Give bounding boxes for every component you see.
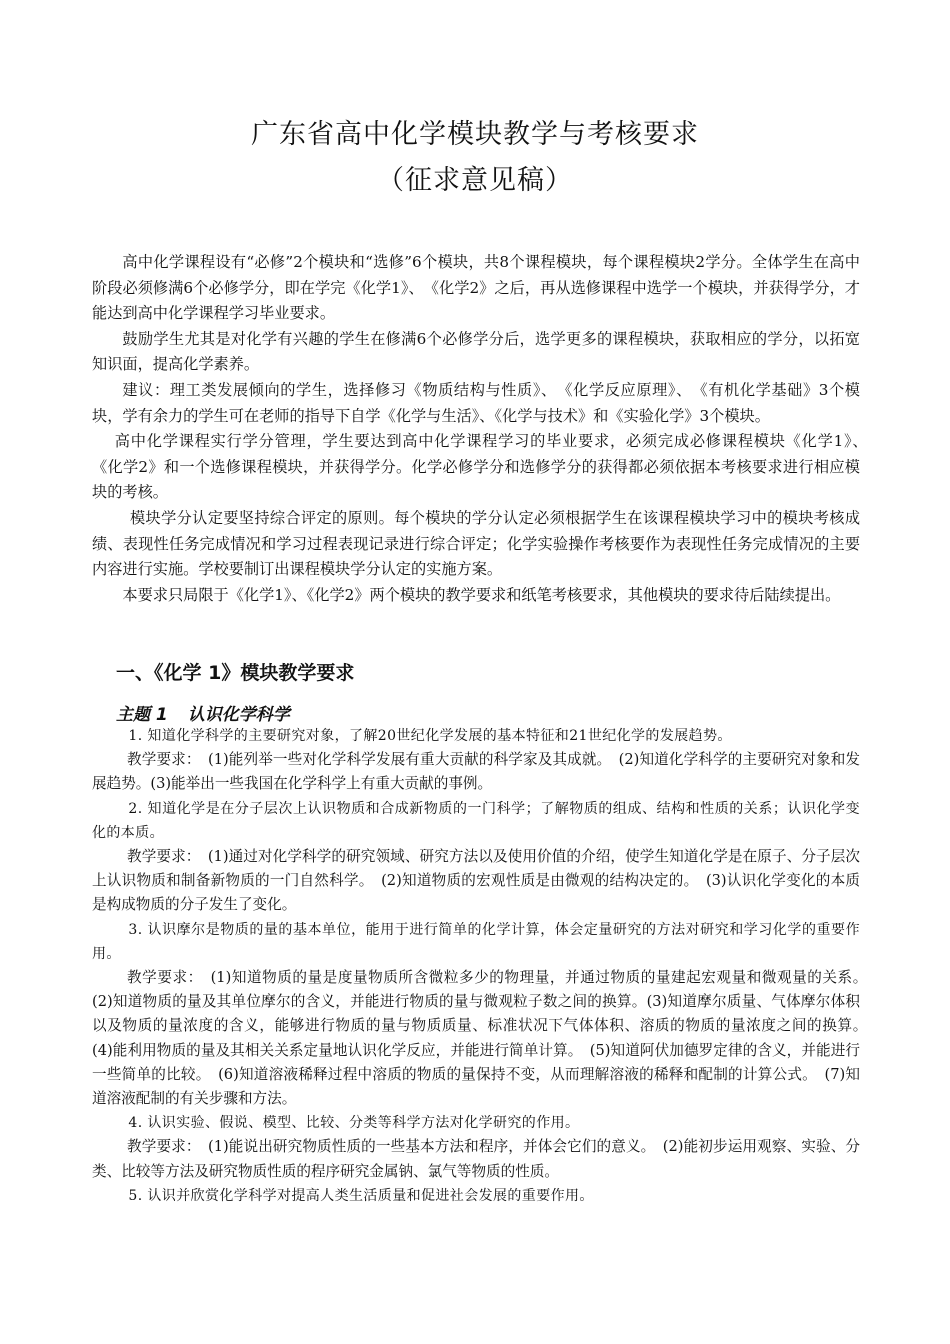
intro-paragraph: 高中化学课程实行学分管理，学生要达到高中化学课程学习的毕业要求，必须完成必修课程模块《化学1》、 《化学2》和一个选修课程模块，并获得学分。化学必修学分和选修学分的获得都必须依据本考核要求进行相应模块的考核。 bbox=[92, 432, 876, 502]
standard-item: 1. 知道化学科学的主要研究对象，了解20世纪化学发展的基本特征和21世纪化学的发展趋势。 bbox=[128, 728, 732, 744]
intro-paragraph: 建议：理工类发展倾向的学生，选择修习《物质结构与性质》、 《化学反应原理》、 《有机化学基础》3个模块，学有余力的学生可在老师的指导下自学《化学与生活》、《化学与技术》和《实验化学》3个模块。 bbox=[92, 380, 860, 425]
document-title: 广东省高中化学模块教学与考核要求 bbox=[251, 119, 699, 150]
standard-item: 3. 认识摩尔是物质的量的基本单位，能用于进行简单的化学计算，体会定量研究的方法对研究和学习化学的重要作用。 bbox=[92, 921, 860, 962]
intro-paragraph: 模块学分认定要坚持综合评定的原则。每个模块的学分认定必须根据学生在该课程模块学习中的模块考核成绩、表现性任务完成情况和学习过程表现记录进行综合评定；化学实验操作考核要作为表现性任务完成情况的主要内容进行实施。学校要制订出课程模块学分认定的实施方案。 bbox=[92, 508, 860, 579]
section-heading: 一、《化学 1》模块教学要求 bbox=[116, 662, 355, 684]
intro-paragraph: 高中化学课程设有“必修”2个模块和“选修”6个模块，共8个课程模块，每个课程模块2学分。全体学生在高中阶段必须修满6个必修学分，即在学完《化学1》、 《化学2》之后，再从选修课程中选学一个模块，并获得学分，才能达到高中化学课程学习毕业要求。 bbox=[92, 253, 860, 323]
intro-paragraph: 本要求只局限于《化学1》、《化学2》两个模块的教学要求和纸笔考核要求，其他模块的要求待后陆续提出。 bbox=[122, 585, 841, 604]
standard-item: 4. 认识实验、假说、模型、比较、分类等科学方法对化学研究的作用。 bbox=[128, 1115, 580, 1132]
teaching-requirement: 教学要求： (1)通过对化学科学的研究领域、研究方法以及使用价值的介绍，使学生知道化学是在原子、分子层次上认识物质和制备新物质的一门自然科学。 (2)知道物质的宏观性质是由微观的结构决定的。 (3)认识化学变化的本质是构成物质的分子发生了变化。 bbox=[92, 848, 860, 914]
intro-paragraph: 鼓励学生尤其是对化学有兴趣的学生在修满6个必修学分后，选学更多的课程模块，获取相应的学分，以拓宽知识面，提高化学素养。 bbox=[92, 329, 860, 374]
teaching-requirement: 教学要求： (1)能列举一些对化学科学发展有重大贡献的科学家及其成就。 (2)知道化学科学的主要研究对象和发展趋势。(3)能举出一些我国在化学科学上有重大贡献的事例。 bbox=[92, 751, 860, 793]
topic-content bbox=[92, 724, 875, 1208]
topic-title: 认识化学科学 bbox=[187, 705, 290, 725]
teaching-requirement: 教学要求： (1)知道物质的量是度量物质所含微粒多少的物理量，并通过物质的量建起宏观量和微观量的关系。 (2)知道物质的量及其单位摩尔的含义，并能进行物质的量与微观粒子数之间的换算。(3)知道摩尔质量、气体摩尔体积以及物质的量浓度的含义，能够进行物质的量与物质质量、标准状况下气体体积、溶质的物质的量浓度之间的换算。 (4)能利用物质的量及其相关关系定量地认识化学反应，并能进行简单计算。 (5)知道阿伏加德罗定律的含义，并能进行一些简单的比较。 (6)知道溶液稀释过程中溶质的物质的量保持不变，从而理解溶液的稀释和配制的计算公式。 (7)知道溶液配制的有关步骤和方法。 bbox=[92, 969, 875, 1108]
document-subtitle: （征求意见稿） bbox=[377, 165, 573, 196]
standard-item: 2. 知道化学是在分子层次上认识物质和合成新物质的一门科学；了解物质的组成、结构和性质的关系；认识化学变化的本质。 bbox=[92, 800, 860, 841]
topic-heading bbox=[116, 700, 290, 725]
intro-section bbox=[92, 250, 876, 608]
topic-label: 主题 1 bbox=[116, 705, 168, 725]
teaching-requirement: 教学要求： (1)能说出研究物质性质的一些基本方法和程序，并体会它们的意义。 (2)能初步运用观察、实验、分类、比较等方法及研究物质性质的程序研究金属钠、氯气等物质的性质。 bbox=[92, 1138, 860, 1180]
standard-item: 5. 认识并欣赏化学科学对提高人类生活质量和促进社会发展的重要作用。 bbox=[128, 1187, 594, 1204]
